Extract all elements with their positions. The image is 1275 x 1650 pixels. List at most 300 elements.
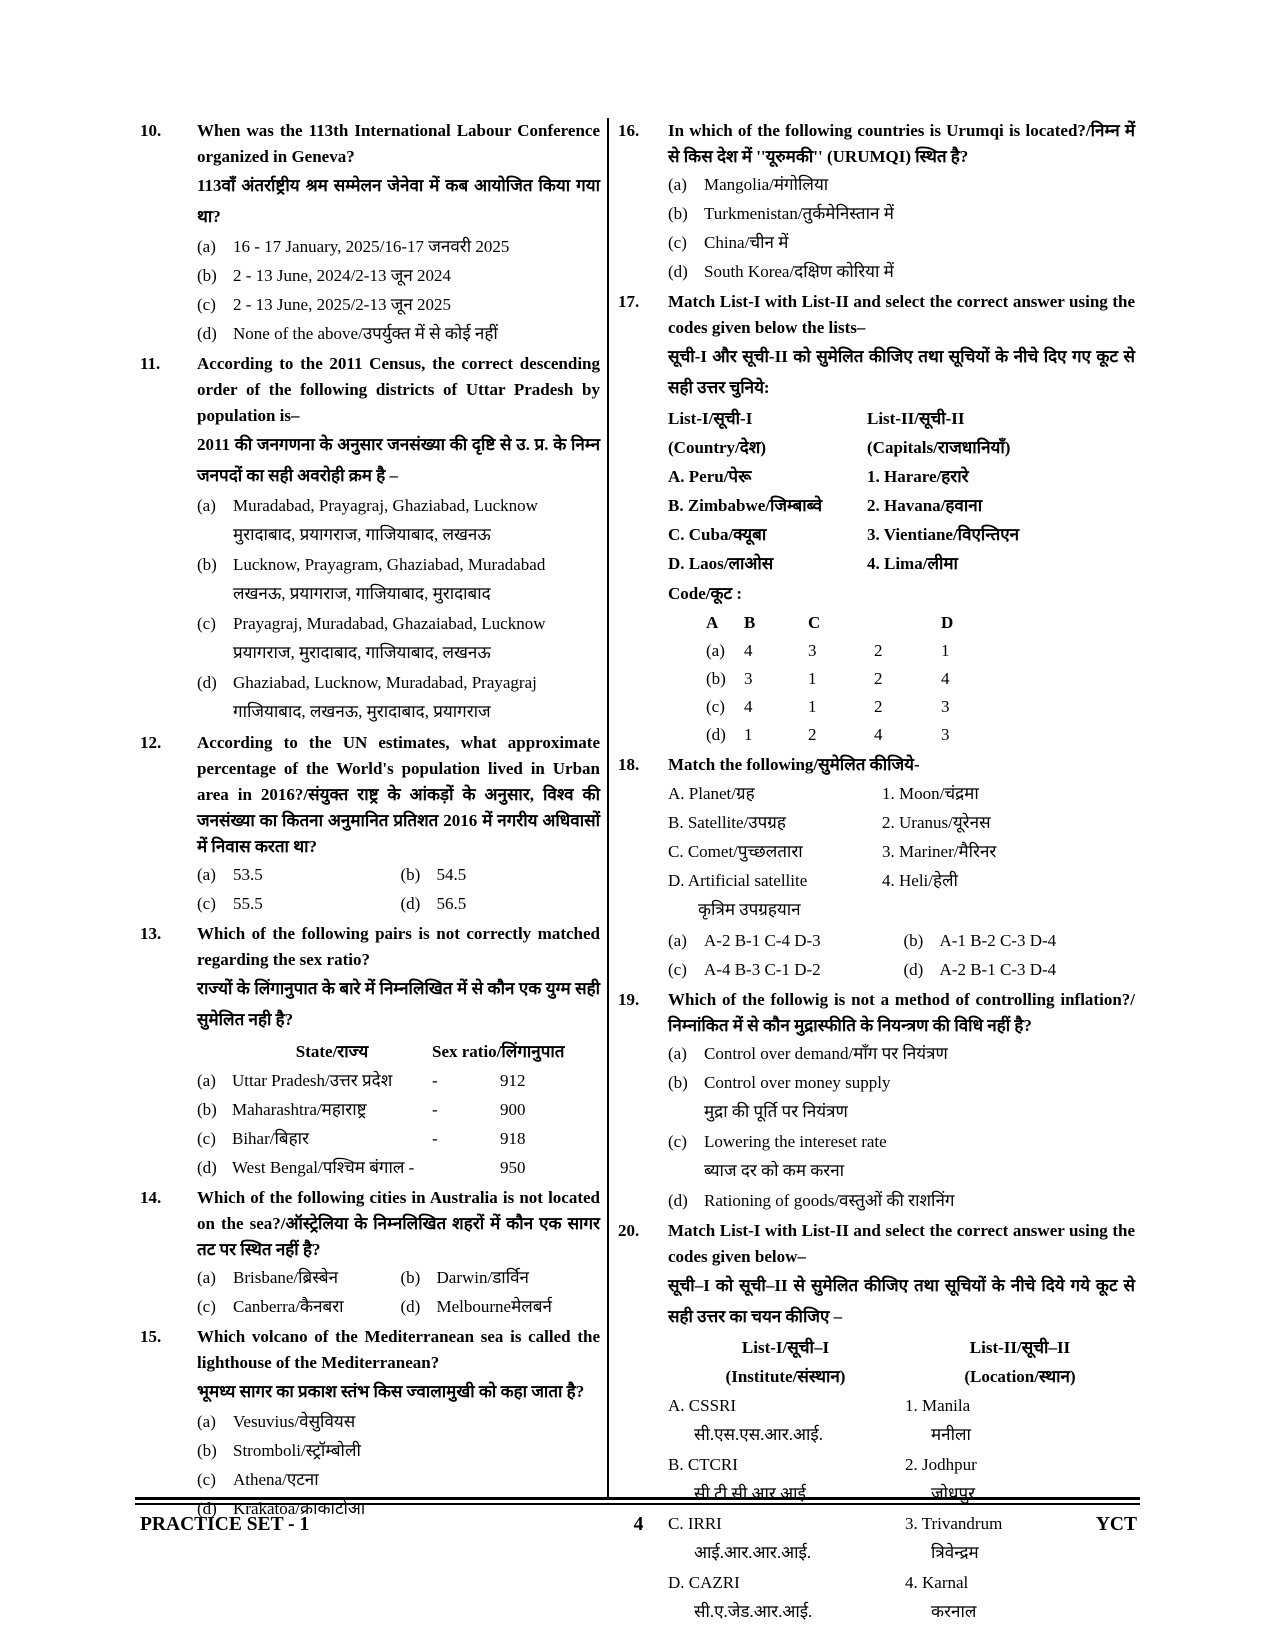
option-label: (b) — [197, 1100, 217, 1119]
option-text: Control over demand/माँग पर नियंत्रण — [704, 1044, 948, 1063]
match-right-text: 3. Vientiane/विएन्तिएन — [867, 525, 1020, 544]
match-right-text: 1. Harare/हरारे — [867, 467, 969, 486]
match-left-text: C. Cuba/क्यूबा — [668, 525, 767, 544]
option-a — [197, 1263, 397, 1292]
match-right — [867, 520, 1135, 549]
option-subtext: लखनऊ, प्रयागराज, गाजियाबाद, मुरादाबाद — [233, 584, 491, 603]
question-text: According to the 2011 Census, the correct descending order of the following districts of Uttar Pradesh by population is– — [197, 354, 600, 425]
match-right — [867, 549, 1135, 578]
practice-set-label: PRACTICE SET - 1 — [140, 1514, 310, 1535]
option-label: (a) — [197, 1268, 216, 1287]
match-row — [668, 491, 1135, 520]
option-text: Turkmenistan/तुर्कमेनिस्तान में — [704, 204, 894, 223]
question-15 — [140, 1324, 600, 1523]
match-subheader — [668, 433, 1135, 462]
option-d — [668, 257, 1135, 286]
match-right-text: 4. Heli/हेली — [882, 871, 958, 890]
ratio-value: 918 — [500, 1129, 526, 1148]
code-cell: 2 — [874, 697, 883, 716]
option-subtext: मुद्रा की पूर्ति पर नियंत्रण — [704, 1102, 848, 1121]
option-label: (a) — [668, 1044, 687, 1063]
code-cell: 3 — [941, 697, 950, 716]
question-13 — [140, 921, 600, 1182]
option-text: Lucknow, Prayagram, Ghaziabad, Muradabad — [233, 555, 546, 574]
list1-header: List-I/सूची-I — [668, 409, 753, 428]
option-text: 2 - 13 June, 2025/2-13 जून 2025 — [233, 295, 452, 314]
option-text: Control over money supply — [704, 1073, 891, 1092]
ratio-row — [197, 1066, 600, 1095]
match-list — [668, 779, 1135, 925]
option-text: Melbourneमेलबर्न — [436, 1297, 552, 1316]
question-text: Which of the followig is not a method of controlling inflation?/निम्नांकित में से कौन मुद्रास्फीति के नियन्त्रण की विधि नहीं है? — [668, 990, 1135, 1035]
list2-header: List-II/सूची–II — [969, 1338, 1071, 1357]
sexratio-header: Sex ratio/लिंगानुपात — [432, 1042, 565, 1061]
option-c — [197, 290, 600, 319]
ratio-row — [197, 1153, 600, 1182]
match-row — [668, 808, 1135, 837]
match-right — [882, 808, 1135, 837]
option-label: (c) — [668, 960, 687, 979]
question-number: 20. — [618, 1221, 640, 1240]
question-text: 2011 की जनगणना के अनुसार जनसंख्या की दृष्टि से उ. प्र. के निम्न जनपदों का सही अवरोही क्रम है – — [197, 435, 600, 485]
match-left-text: B. Satellite/उपग्रह — [668, 813, 786, 832]
option-text: 16 - 17 January, 2025/16-17 जनवरी 2025 — [233, 237, 510, 256]
question-number: 13. — [140, 924, 162, 943]
match-left — [668, 1568, 903, 1627]
option-b — [401, 1263, 601, 1292]
question-text: सूची–I को सूची–II से सुमेलित कीजिए तथा सूचियों के नीचे दिये गये कूट से सही उत्तर का चयन कीजिए – — [668, 1276, 1135, 1326]
option-b — [904, 926, 1136, 955]
option-c — [197, 1465, 600, 1494]
code-cell: (c) — [706, 697, 725, 716]
match-right-text: 1. Moon/चंद्रमा — [882, 784, 979, 803]
code-cell: (d) — [706, 725, 726, 744]
question-number: 19. — [618, 990, 640, 1009]
option-label: (b) — [197, 555, 217, 574]
question-number: 12. — [140, 733, 162, 752]
option-d — [401, 889, 601, 918]
question-body — [197, 1324, 600, 1523]
option-text: A-1 B-2 C-3 D-4 — [939, 931, 1057, 950]
match-right — [905, 1391, 1135, 1450]
list1-subheader: (Country/देश) — [668, 438, 767, 457]
option-text: 56.5 — [436, 894, 467, 913]
match-right — [867, 462, 1135, 491]
option-d — [197, 319, 600, 348]
match-left-subtext: सी.टी.सी.आर.आई. — [694, 1484, 811, 1503]
question-text: 113वाँ अंतर्राष्ट्रीय श्रम सम्मेलन जेनेवा में कब आयोजित किया गया था? — [197, 176, 600, 226]
match-left — [668, 837, 880, 866]
list2-subheader: (Location/स्थान) — [964, 1367, 1076, 1386]
option-c — [197, 1292, 397, 1321]
code-cell: 1 — [808, 697, 817, 716]
option-subtext: प्रयागराज, मुरादाबाद, गाजियाबाद, लखनऊ — [233, 643, 491, 662]
option-text: Muradabad, Prayagraj, Ghaziabad, Lucknow — [233, 496, 538, 515]
question-body — [668, 118, 1135, 286]
option-label: (a) — [197, 237, 216, 256]
options — [668, 926, 1135, 984]
match-left-text: B. Zimbabwe/जिम्बाब्वे — [668, 496, 823, 515]
option-label: (d) — [903, 960, 924, 979]
option-text: Darwin/डार्विन — [436, 1268, 529, 1287]
match-right — [882, 866, 1135, 925]
option-subtext: मुरादाबाद, प्रयागराज, गाजियाबाद, लखनऊ — [233, 525, 491, 544]
question-text: सूची-I और सूची-II को सुमेलित कीजिए तथा सूचियों के नीचे दिए गए कूट से सही उत्तर चुनिये: — [668, 347, 1135, 397]
option-label: (b) — [668, 1073, 688, 1092]
option-text: Prayagraj, Muradabad, Ghazaiabad, Lucknow — [233, 614, 546, 633]
question-body — [668, 289, 1135, 749]
match-left-text: A. CSSRI — [668, 1396, 737, 1415]
code-row — [706, 637, 1135, 665]
match-left-subtext: सी.एस.एस.आर.आई. — [694, 1425, 823, 1444]
option-text: Stromboli/स्ट्रॉम्बोली — [233, 1441, 361, 1460]
option-text: 53.5 — [233, 865, 263, 884]
option-text: Krakatoa/क्राकाटोआ — [233, 1499, 366, 1518]
match-right — [882, 779, 1135, 808]
code-col-A: A — [706, 613, 719, 632]
question-number: 10. — [140, 121, 162, 140]
question-number: 16. — [618, 121, 640, 140]
list2-header: List-II/सूची-II — [867, 409, 965, 428]
code-cell: 4 — [941, 669, 950, 688]
ratio-table — [197, 1037, 600, 1182]
match-row — [668, 1568, 1135, 1627]
match-right-text: 3. Trivandrum — [905, 1514, 1003, 1533]
question-text: Match List-I with List-II and select the correct answer using the codes given below the lists– — [668, 292, 1135, 337]
option-text: Ghaziabad, Lucknow, Muradabad, Prayagraj — [233, 673, 537, 692]
match-left-subtext: कृत्रिम उपग्रहयान — [698, 900, 801, 919]
match-left-text: A. Planet/ग्रह — [668, 784, 755, 803]
option-subtext: ब्याज दर को कम करना — [704, 1161, 845, 1180]
question-text: Which volcano of the Mediterranean sea is called the lighthouse of the Mediterranean? — [197, 1327, 600, 1372]
code-col-C: C — [808, 613, 821, 632]
option-label: (c) — [197, 1470, 216, 1489]
code-row — [706, 693, 1135, 721]
match-row — [668, 837, 1135, 866]
question-body — [668, 987, 1135, 1215]
option-label: (d) — [197, 1499, 217, 1518]
option-subtext: गाजियाबाद, लखनऊ, मुरादाबाद, प्रयागराज — [233, 702, 491, 721]
column-divider — [607, 118, 609, 1497]
option-label: (c) — [197, 1297, 216, 1316]
code-row — [706, 721, 1135, 749]
dash: - — [432, 1129, 438, 1148]
option-a — [668, 1039, 1135, 1068]
question-10 — [140, 118, 600, 348]
code-cell: 1 — [941, 641, 950, 660]
option-label: (c) — [668, 233, 687, 252]
option-label: (d) — [197, 1158, 217, 1177]
code-cell: 3 — [808, 641, 817, 660]
match-left-subtext: आई.आर.आर.आई. — [694, 1543, 812, 1562]
code-cell: 2 — [874, 641, 883, 660]
match-row — [668, 866, 1135, 925]
list1-subheader: (Institute/संस्थान) — [725, 1367, 846, 1386]
option-d — [668, 1186, 1135, 1215]
match-right-subtext: करनाल — [931, 1602, 977, 1621]
match-row — [668, 779, 1135, 808]
option-a — [197, 860, 397, 889]
question-text: राज्यों के लिंगानुपात के बारे में निम्नलिखित में से कौन एक युग्म सही सुमेलित नही है? — [197, 979, 600, 1029]
ratio-row — [197, 1124, 600, 1153]
options — [197, 1263, 600, 1321]
options — [197, 860, 600, 918]
option-d — [401, 1292, 601, 1321]
left-column — [140, 118, 600, 1518]
match-header — [668, 404, 1135, 433]
option-d — [197, 668, 600, 727]
question-16 — [618, 118, 1135, 286]
code-cell: 3 — [941, 725, 950, 744]
code-col-blank — [874, 609, 941, 637]
ratio-header-spacer — [197, 1037, 232, 1066]
option-label: (c) — [668, 1132, 687, 1151]
option-label: (b) — [903, 931, 924, 950]
code-cell: (a) — [706, 641, 725, 660]
option-text: Vesuvius/वेसुवियस — [233, 1412, 356, 1431]
match-right-text: 1. Manila — [905, 1396, 971, 1415]
option-label: (b) — [197, 1441, 217, 1460]
question-text: भूमध्य सागर का प्रकाश स्तंभ किस ज्वालामुखी को कहा जाता है? — [197, 1382, 585, 1401]
dash: - — [432, 1100, 438, 1119]
option-text: China/चीन में — [704, 233, 789, 252]
state-header: State/राज्य — [295, 1042, 369, 1061]
question-body — [197, 921, 600, 1182]
match-left — [668, 549, 865, 578]
question-text: In which of the following countries is Urumqi is located?/निम्न में से किस देश में ''यूरुमकी'' (URUMQI) स्थित है? — [668, 121, 1135, 166]
match-left — [668, 491, 865, 520]
match-left — [668, 520, 865, 549]
code-table — [668, 609, 1135, 749]
code-cell: 4 — [874, 725, 883, 744]
option-label: (c) — [197, 295, 216, 314]
question-text: According to the UN estimates, what approximate percentage of the World's population lived in Urban area in 2016?/संयुक्त राष्ट्र के आंकड़ों के अनुसार, विश्व की जनसंख्या का कितना अनुमानित प्रतिशत 2016 में नगरीय अधिवासों में निवास करता था? — [197, 733, 600, 856]
question-text: When was the 113th International Labour Conference organized in Geneva? — [197, 121, 600, 166]
code-table-header — [706, 609, 1135, 637]
option-c — [668, 228, 1135, 257]
question-number: 15. — [140, 1327, 162, 1346]
option-label: (d) — [400, 1297, 421, 1316]
match-right — [905, 1568, 1135, 1627]
option-label: (a) — [197, 496, 216, 515]
question-17 — [618, 289, 1135, 749]
match-right-subtext: मनीला — [931, 1425, 971, 1444]
question-19 — [618, 987, 1135, 1215]
code-cell: 4 — [744, 641, 753, 660]
option-a — [197, 1407, 600, 1436]
question-14 — [140, 1185, 600, 1321]
options — [197, 491, 600, 727]
option-label: (c) — [197, 614, 216, 633]
option-b — [668, 1068, 1135, 1127]
code-cell: 1 — [808, 669, 817, 688]
question-20 — [618, 1218, 1135, 1628]
code-cell: 2 — [808, 725, 817, 744]
option-label: (a) — [197, 1412, 216, 1431]
option-label: (a) — [197, 865, 216, 884]
match-subheader — [668, 1362, 1135, 1391]
option-label: (b) — [400, 865, 421, 884]
publisher-label: YCT — [1095, 1514, 1137, 1535]
option-a — [668, 170, 1135, 199]
code-col-B: B — [744, 613, 756, 632]
match-left — [668, 1391, 903, 1450]
question-body — [668, 1218, 1135, 1628]
option-text: A-2 B-1 C-3 D-4 — [939, 960, 1057, 979]
option-text: 2 - 13 June, 2024/2-13 जून 2024 — [233, 266, 452, 285]
match-right-text: 2. Uranus/यूरेनस — [882, 813, 991, 832]
match-left-subtext: सी.ए.जेड.आर.आई. — [694, 1602, 813, 1621]
page-number: 4 — [633, 1514, 644, 1535]
footer-rule — [135, 1497, 1140, 1505]
question-body — [668, 752, 1135, 984]
option-label: (d) — [400, 894, 421, 913]
match-right-subtext: जोधपुर — [931, 1484, 976, 1503]
option-a — [197, 232, 600, 261]
question-number: 14. — [140, 1188, 162, 1207]
match-left-text: C. Comet/पुच्छलतारा — [668, 842, 803, 861]
list2-subheader: (Capitals/राजधानियाँ) — [867, 438, 1011, 457]
option-text: Mangolia/मंगोलिया — [704, 175, 829, 194]
option-label: (c) — [197, 1129, 216, 1148]
question-number: 18. — [618, 755, 640, 774]
match-right-text: 4. Lima/लीमा — [867, 554, 958, 573]
state-name: West Bengal/पश्चिम बंगाल - — [232, 1158, 415, 1177]
match-right-text: 4. Karnal — [905, 1573, 969, 1592]
state-name: Uttar Pradesh/उत्तर प्रदेश — [232, 1071, 393, 1090]
option-d — [904, 955, 1136, 984]
option-c — [668, 1127, 1135, 1186]
option-text: South Korea/दक्षिण कोरिया में — [704, 262, 894, 281]
question-number: 17. — [618, 292, 640, 311]
match-right-text: 2. Havana/हवाना — [867, 496, 983, 515]
option-c — [668, 955, 900, 984]
option-b — [668, 199, 1135, 228]
option-text: A-4 B-3 C-1 D-2 — [704, 960, 821, 979]
ratio-value: 900 — [500, 1100, 526, 1119]
option-label: (a) — [668, 931, 687, 950]
option-c — [197, 609, 600, 668]
options — [197, 1407, 600, 1523]
code-cell: 3 — [744, 669, 753, 688]
option-a — [668, 926, 900, 955]
dash — [432, 1153, 500, 1182]
ratio-row — [197, 1095, 600, 1124]
option-text: None of the above/उपर्युक्त में से कोई नहीं — [233, 324, 498, 343]
option-b — [401, 860, 601, 889]
match-left — [668, 808, 880, 837]
code-cell: (b) — [706, 669, 726, 688]
state-name: Bihar/बिहार — [232, 1129, 309, 1148]
match-left-text: C. IRRI — [668, 1514, 722, 1533]
ratio-header — [197, 1037, 600, 1066]
code-row — [706, 665, 1135, 693]
code-cell: 4 — [744, 697, 753, 716]
question-18 — [618, 752, 1135, 984]
option-b — [197, 1436, 600, 1465]
option-text: 55.5 — [233, 894, 263, 913]
match-right-text: 3. Mariner/मैरिनर — [882, 842, 997, 861]
option-label: (d) — [668, 1191, 688, 1210]
options — [668, 1039, 1135, 1215]
match-row — [668, 1391, 1135, 1450]
option-label: (a) — [668, 175, 687, 194]
question-11 — [140, 351, 600, 727]
option-label: (b) — [400, 1268, 421, 1287]
option-text: Canberra/कैनबरा — [233, 1297, 344, 1316]
options — [197, 232, 600, 348]
code-cell: 1 — [744, 725, 753, 744]
match-header — [668, 1333, 1135, 1362]
option-a — [197, 491, 600, 550]
question-number: 11. — [140, 354, 161, 373]
ratio-value: 950 — [500, 1158, 526, 1177]
match-left — [668, 462, 865, 491]
option-c — [197, 889, 397, 918]
option-label: (d) — [197, 324, 217, 343]
match-left-text: D. Laos/लाओस — [668, 554, 774, 573]
match-left-text: B. CTCRI — [668, 1455, 738, 1474]
code-col-D: D — [941, 613, 954, 632]
question-body — [197, 730, 600, 918]
match-list — [668, 404, 1135, 578]
option-label: (b) — [197, 266, 217, 285]
match-row — [668, 462, 1135, 491]
option-label: (d) — [197, 673, 217, 692]
option-text: Brisbane/ब्रिस्बेन — [233, 1268, 339, 1287]
question-text: Match the following/सुमेलित कीजिये- — [668, 755, 920, 774]
match-right — [882, 837, 1135, 866]
option-label: (a) — [197, 1071, 216, 1090]
match-right-text: 2. Jodhpur — [905, 1455, 977, 1474]
question-12 — [140, 730, 600, 918]
question-text: Which of the following pairs is not correctly matched regarding the sex ratio? — [197, 924, 600, 969]
match-row — [668, 549, 1135, 578]
option-text: Athena/एटना — [233, 1470, 319, 1489]
option-label: (c) — [197, 894, 216, 913]
question-body — [197, 351, 600, 727]
list1-header: List-I/सूची–I — [741, 1338, 830, 1357]
question-body — [197, 118, 600, 348]
question-text: Match List-I with List-II and select the correct answer using the codes given below– — [668, 1221, 1135, 1266]
match-left — [668, 866, 880, 925]
option-label: (d) — [668, 262, 688, 281]
option-b — [197, 261, 600, 290]
match-left-text: A. Peru/पेरू — [668, 467, 752, 486]
option-b — [197, 550, 600, 609]
match-left-text: D. Artificial satellite — [668, 871, 808, 890]
option-label: (b) — [668, 204, 688, 223]
dash: - — [432, 1071, 438, 1090]
question-text: Which of the following cities in Australia is not located on the sea?/ऑस्ट्रेलिया के निम्नलिखित शहरों में कौन एक सागर तट पर स्थित नहीं है? — [197, 1188, 600, 1259]
match-left-text: D. CAZRI — [668, 1573, 740, 1592]
match-left — [668, 779, 880, 808]
match-row — [668, 520, 1135, 549]
option-text: Rationing of goods/वस्तुओं की राशनिंग — [704, 1191, 955, 1210]
option-text: 54.5 — [436, 865, 467, 884]
options — [668, 170, 1135, 286]
match-right-subtext: त्रिवेन्द्रम — [931, 1543, 979, 1562]
option-text: A-2 B-1 C-4 D-3 — [704, 931, 821, 950]
ratio-value: 912 — [500, 1071, 526, 1090]
state-name: Maharashtra/महाराष्ट्र — [232, 1100, 367, 1119]
page-footer — [140, 1512, 1137, 1538]
option-text: Lowering the intereset rate — [704, 1132, 887, 1151]
code-cell: 2 — [874, 669, 883, 688]
code-label: Code/कूट : — [668, 584, 743, 603]
question-body — [197, 1185, 600, 1321]
match-list — [668, 1333, 1135, 1627]
